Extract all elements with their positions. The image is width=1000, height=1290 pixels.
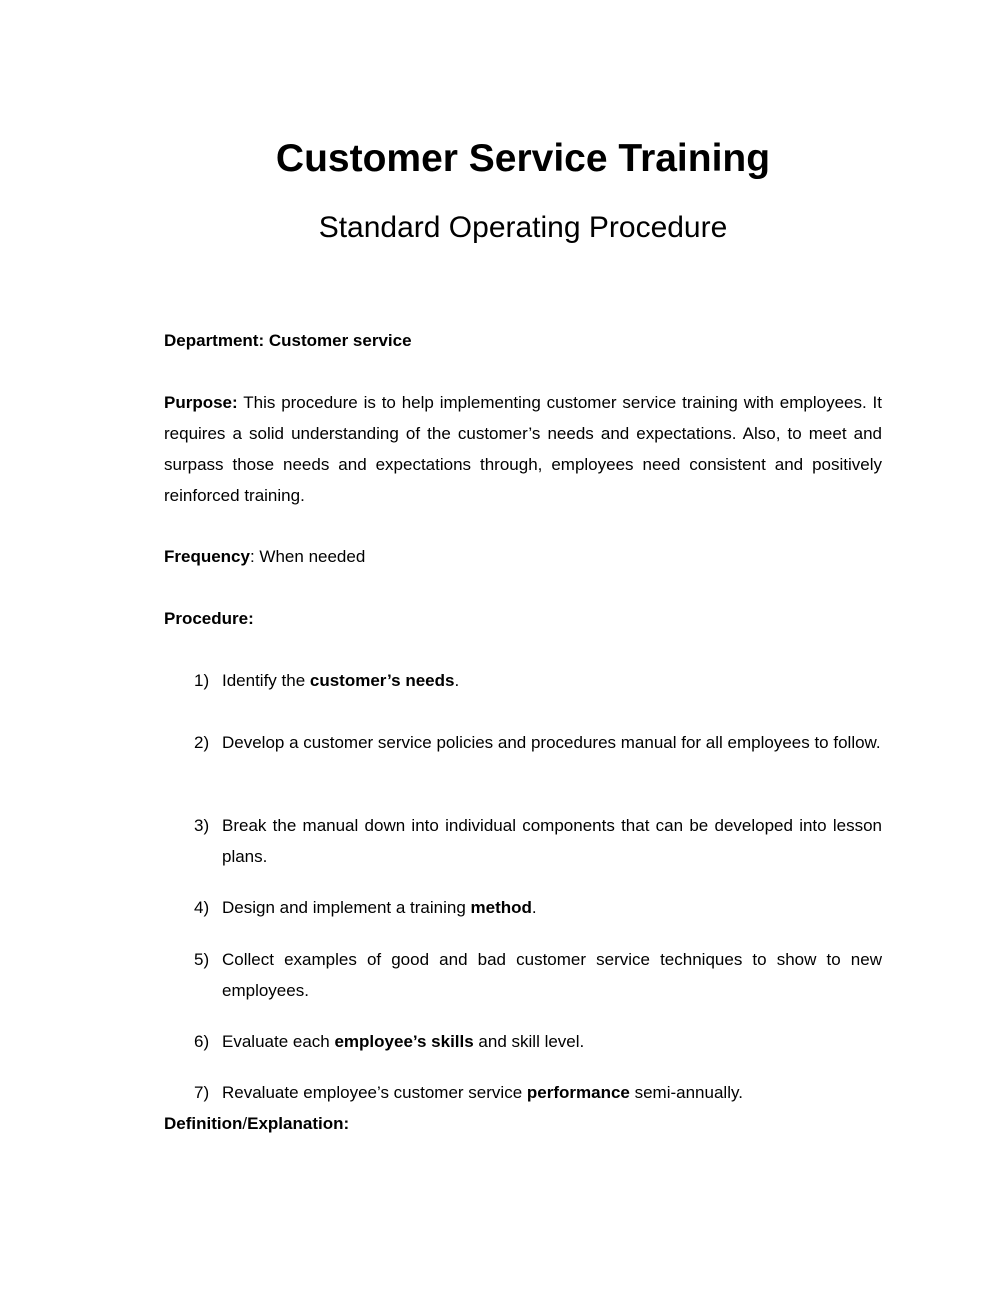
step-text-emphasis: customer’s needs	[309, 671, 455, 690]
purpose-label: Purpose:	[164, 393, 238, 412]
step-text-part: Identify the	[222, 671, 310, 690]
procedure-heading: Procedure:	[164, 609, 254, 628]
step-number: 1)	[194, 671, 210, 690]
department-value: Customer service	[268, 331, 412, 350]
step-text-emphasis: method	[470, 898, 532, 917]
step-number: 6)	[194, 1032, 210, 1051]
purpose-paragraph	[164, 387, 882, 511]
step-text-part: Design and implement a training	[222, 898, 471, 917]
step-number: 3)	[194, 816, 210, 835]
step-number: 2)	[194, 733, 210, 752]
step-text-part: and skill level.	[473, 1032, 585, 1051]
step-text-part: .	[531, 898, 537, 917]
step-number: 5)	[194, 950, 210, 969]
step-text-part: Develop a customer service policies and procedures manual for all employees to follow.	[222, 733, 881, 752]
purpose-text: This procedure is to help implementing customer service training with employees. It requires a solid understanding of the customer’s needs and expectations. Also, to meet and surpass those needs and expectations through, employees need consistent and positively reinforced training.	[164, 393, 882, 505]
explanation-label: Explanation:	[247, 1114, 350, 1133]
definition-label: Definition	[164, 1114, 243, 1133]
step-text-emphasis: performance	[526, 1083, 630, 1102]
document-subtitle: Standard Operating Procedure	[318, 211, 728, 244]
step-text-part: semi-annually.	[629, 1083, 743, 1102]
step-text-part: Collect examples of good and bad customer service techniques to show to new employees.	[222, 950, 882, 1000]
step-number: 7)	[194, 1083, 210, 1102]
step-text-part: Evaluate each	[222, 1032, 335, 1051]
step-text-emphasis: employee’s skills	[334, 1032, 474, 1051]
step-number: 4)	[194, 898, 210, 917]
step-text	[222, 727, 882, 758]
frequency-text: : When needed	[249, 547, 366, 566]
step-text	[222, 944, 882, 1006]
definition-separator: /	[242, 1114, 248, 1133]
step-text-part: Revaluate employee’s customer service	[222, 1083, 527, 1102]
document-title: Customer Service Training	[275, 137, 771, 180]
department-line	[164, 325, 882, 356]
frequency-line	[164, 541, 882, 572]
department-label: Department:	[164, 331, 265, 350]
definition-heading	[164, 1108, 882, 1139]
step-text	[222, 810, 882, 872]
step-text	[222, 892, 882, 923]
step-text-part: Break the manual down into individual components that can be developed into lesson plans.	[222, 816, 882, 866]
step-text	[222, 1077, 882, 1108]
step-text-part: .	[454, 671, 460, 690]
step-text	[222, 665, 882, 696]
step-text	[222, 1026, 882, 1057]
frequency-label: Frequency	[164, 547, 250, 566]
